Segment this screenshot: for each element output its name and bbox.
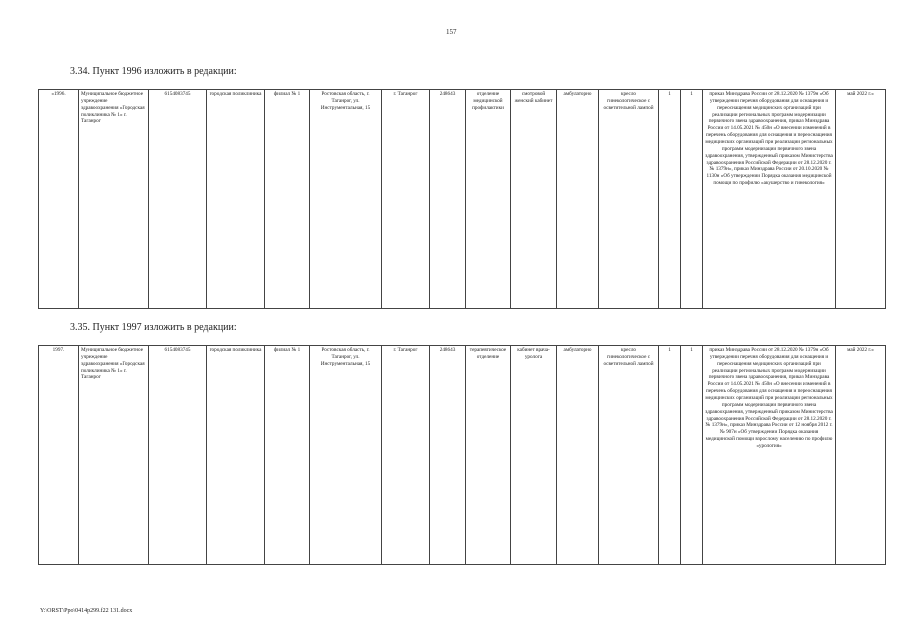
organization-name: Муниципальное бюджетное учреждение здравоохранения «Городская поликлиника № 1» г. Таганрог: [79, 346, 149, 565]
section-heading: 3.34. Пункт 1996 изложить в редакции:: [70, 66, 237, 77]
city: г. Таганрог: [382, 346, 430, 565]
quantity-1: 1: [659, 90, 681, 309]
equipment: кресло гинекологическое с осветительной лампой: [599, 90, 659, 309]
deadline: май 2022 г.»: [836, 346, 886, 565]
facility-type: городская поликлиника: [207, 90, 265, 309]
quantity-2: 1: [681, 346, 703, 565]
care-type: амбулаторно: [557, 90, 599, 309]
equipment: кресло гинекологическое с осветительной лампой: [599, 346, 659, 565]
branch: филиал № 1: [265, 346, 310, 565]
register-table: [38, 345, 886, 565]
address: Ростовская область, г. Таганрог, ул. Инструментальная, 15: [310, 90, 382, 309]
page-number: 157: [446, 28, 457, 36]
branch: филиал № 1: [265, 90, 310, 309]
code: 248643: [430, 346, 466, 565]
row-number: 1997.: [39, 346, 79, 565]
code: 248643: [430, 90, 466, 309]
care-type: амбулаторно: [557, 346, 599, 565]
room: кабинет врача-уролога: [511, 346, 557, 565]
address: Ростовская область, г. Таганрог, ул. Инструментальная, 15: [310, 346, 382, 565]
register-table: [38, 89, 886, 309]
row-number: «1996.: [39, 90, 79, 309]
room: смотровой женский кабинет: [511, 90, 557, 309]
table-row: [39, 90, 886, 309]
section-heading: 3.35. Пункт 1997 изложить в редакции:: [70, 322, 237, 333]
facility-type: городская поликлиника: [207, 346, 265, 565]
department: терапевтическое отделение: [466, 346, 511, 565]
quantity-2: 1: [681, 90, 703, 309]
footer-file-path: Y:\ORST\Ppo\0414p299.f22 131.docx: [40, 608, 133, 614]
inn: 6154083745: [149, 346, 207, 565]
city: г. Таганрог: [382, 90, 430, 309]
inn: 6154083745: [149, 90, 207, 309]
deadline: май 2022 г.»: [836, 90, 886, 309]
legal-basis: приказ Минздрава России от 28.12.2020 № 1379н «Об утверждении перечня оборудования для оснащения и переоснащения медицинских организаций при реализации региональных программ модернизации первичного звена здравоохранения, приказ Минздрава России от 14.05.2021 № 450н «О внесении изменений в перечень оборудования для оснащения и переоснащения медицинских организаций при реализации региональных программ модернизации первичного звена здравоохранения, утвержденный приказом Министерства здравоохранения Российской Федерации от 28.12.2020 г. № 1379н», приказ Минздрава России от 20.10.2020 № 1130н «Об утверждении Порядка оказания медицинской помощи по профилю «акушерство и гинекология»: [703, 90, 836, 309]
legal-basis: приказ Минздрава России от 28.12.2020 № 1379н «Об утверждении перечня оборудования для оснащения и переоснащения медицинских организаций при реализации региональных программ модернизации первичного звена здравоохранения, приказ Минздрава России от 14.05.2021 № 450н «О внесении изменений в перечень оборудования для оснащения и переоснащения медицинских организаций при реализации региональных программ модернизации первичного звена здравоохранения, утвержденный приказом Министерства здравоохранения Российской Федерации от 28.12.2020 г. № 1379н», приказ Минздрава России от 12 ноября 2012 г. № 907н «Об утверждении Порядка оказания медицинской помощи взрослому населению по профилю «урология»: [703, 346, 836, 565]
department: отделение медицинской профилактики: [466, 90, 511, 309]
table-row: [39, 346, 886, 565]
quantity-1: 1: [659, 346, 681, 565]
organization-name: Муниципальное бюджетное учреждение здравоохранения «Городская поликлиника № 1» г. Таганрог: [79, 90, 149, 309]
